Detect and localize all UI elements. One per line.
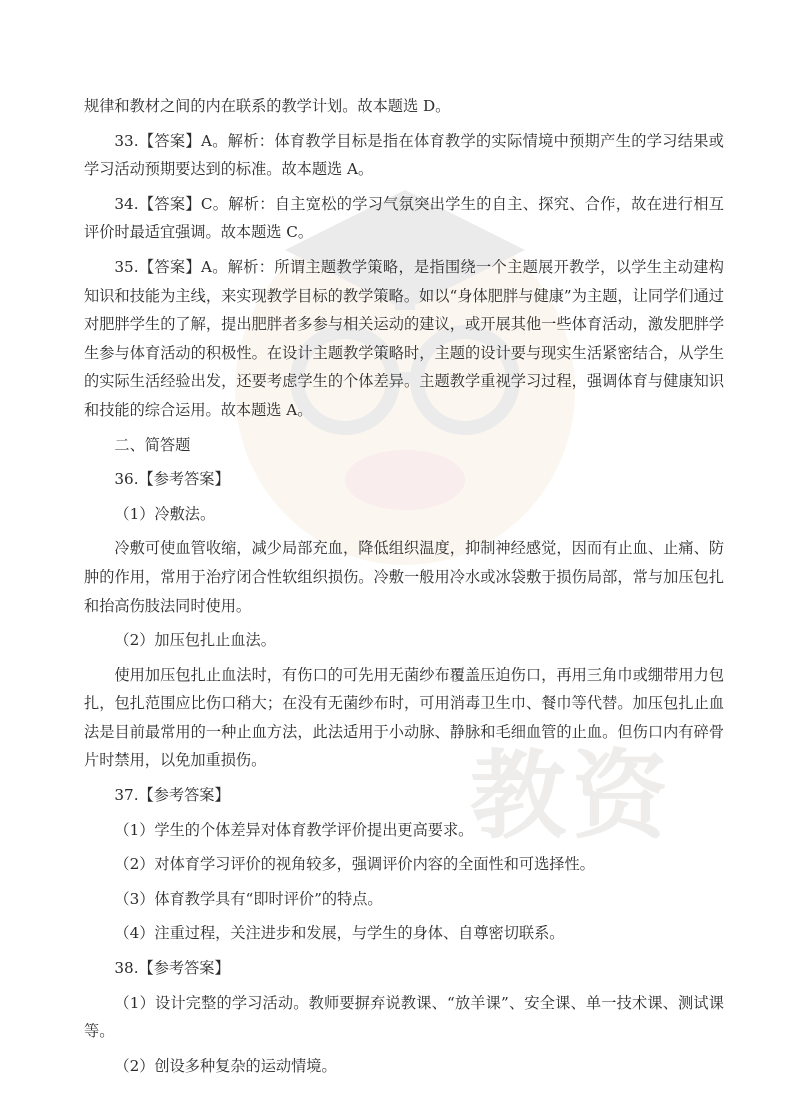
text-paragraph: （1）学生的个体差异对体育教学评价提出更高要求。	[114, 820, 474, 839]
text-paragraph: 36.【参考答案】	[114, 470, 230, 489]
text-paragraph: （3）体育教学具有“即时评价”的特点。	[114, 889, 383, 908]
text-paragraph: （2）加压包扎止血法。	[114, 631, 276, 650]
document-body	[84, 92, 724, 1086]
section-heading: 二、简答题	[114, 435, 191, 454]
text-paragraph: 38.【参考答案】	[114, 959, 230, 978]
text-paragraph: （2）对体育学习评价的视角较多，强调评价内容的全面性和可选择性。	[114, 855, 595, 874]
brand-watermark-text: 教资	[470, 740, 674, 852]
text-paragraph: （1）冷敷法。	[114, 504, 216, 523]
text-paragraph: 规律和教材之间的内在联系的教学计划。故本题选 D。	[84, 97, 451, 115]
text-paragraph: （1）设计完整的学习活动。教师要摒弃说教课、“放羊课”、安全课、单一技术课、测试课等。	[84, 993, 724, 1041]
text-paragraph: 33.【答案】A。解析：体育教学目标是指在体育教学的实际情境中预期产生的学习结果或学习活动预期要达到的标准。故本题选 A。	[84, 131, 724, 179]
text-paragraph: 冷敷可使血管收缩，减少局部充血，降低组织温度，抑制神经感觉，因而有止血、止痛、防肿的作用，常用于治疗闭合性软组织损伤。冷敷一般用冷水或冰袋敷于损伤局部，常与加压包扎和抬高伤肢法同时使用。	[84, 539, 724, 615]
text-paragraph: （4）注重过程，关注进步和发展，与学生的身体、自尊密切联系。	[114, 924, 565, 943]
text-paragraph: 使用加压包扎止血法时，有伤口的可先用无菌纱布覆盖压迫伤口，再用三角巾或绷带用力包扎，包扎范围应比伤口稍大；在没有无菌纱布时，可用消毒卫生巾、餐巾等代替。加压包扎止血法是目前最常用的一种止血方法，此法适用于小动脉、静脉和毛细血管的止血。但伤口内有碎骨片时禁用，以免加重损伤。	[84, 665, 724, 770]
text-paragraph: 37.【参考答案】	[114, 786, 230, 805]
text-paragraph: 35.【答案】A。解析：所谓主题教学策略，是指围绕一个主题展开教学，以学生主动建构知识和技能为主线，来实现教学目标的教学策略。如以“身体肥胖与健康”为主题，让同学们通过对肥胖学生的了解，提出肥胖者多参与相关运动的建议，或开展其他一些体育活动，激发肥胖学生参与体育活动的积极性。在设计主题教学策略时，主题的设计要与现实生活紧密结合，从学生的实际生活经验出发，还要考虑学生的个体差异。主题教学重视学习过程，强调体育与健康知识和技能的综合运用。故本题选 A。	[84, 257, 724, 419]
text-paragraph: （2）创设多种复杂的运动情境。	[114, 1056, 337, 1075]
text-paragraph: 34.【答案】C。解析：自主宽松的学习气氛突出学生的自主、探究、合作，故在进行相互评价时最适宜强调。故本题选 C。	[84, 194, 724, 242]
